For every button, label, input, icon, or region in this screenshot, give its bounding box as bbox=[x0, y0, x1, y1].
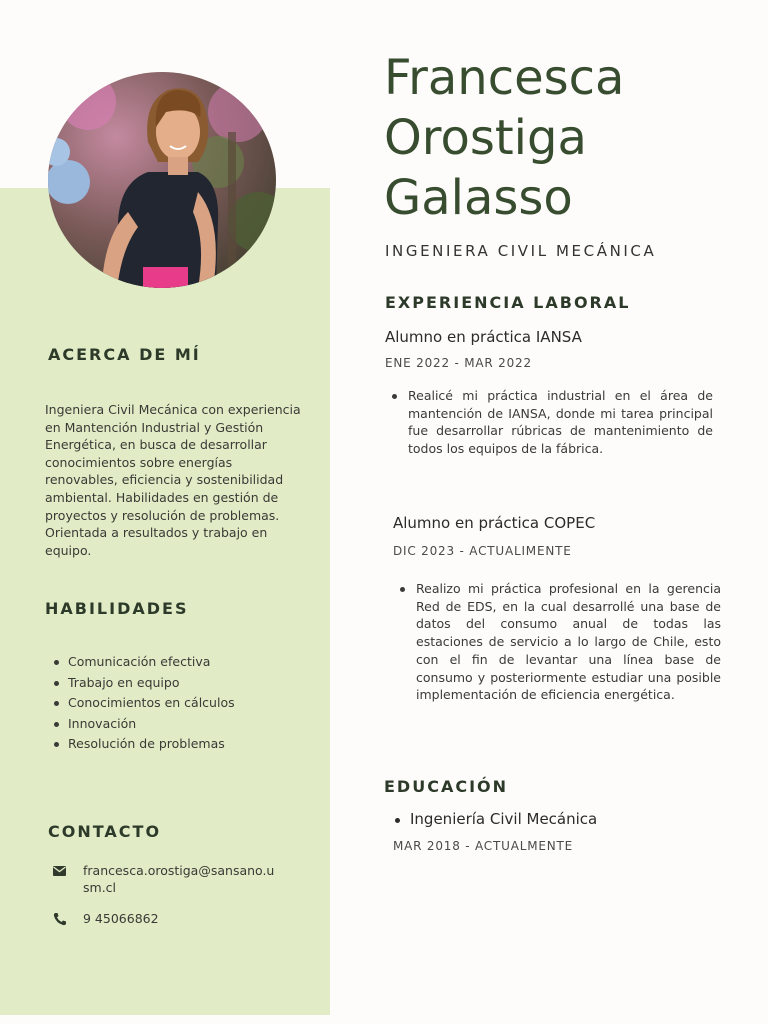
education-heading: EDUCACIÓN bbox=[384, 777, 509, 796]
job-role: INGENIERA CIVIL MECÁNICA bbox=[385, 242, 657, 260]
about-text: Ingeniera Civil Mecánica con experiencia en Mantención Industrial y Gestión Energética, en busca de desarrollar conocimientos sobre energías renovables, eficiencia y sostenibilidad ambiental. Habilidades en gestión de proyectos y resolución de problemas. Orientada a resultados y trabajo en equipo. bbox=[45, 402, 301, 558]
profile-photo bbox=[48, 72, 276, 288]
list-item: Innovación bbox=[52, 714, 235, 735]
education-degree: Ingeniería Civil Mecánica bbox=[394, 810, 597, 828]
name-line: Francesca bbox=[384, 50, 625, 106]
job-dates: DIC 2023 - ACTUALIMENTE bbox=[393, 544, 572, 558]
job-title: Alumno en práctica COPEC bbox=[393, 514, 596, 532]
job-title: Alumno en práctica IANSA bbox=[385, 328, 582, 346]
skills-list bbox=[52, 652, 235, 755]
list-item: Conocimientos en cálculos bbox=[52, 693, 235, 714]
name-line: Galasso bbox=[384, 170, 573, 226]
phone-icon bbox=[52, 911, 68, 927]
envelope-icon bbox=[52, 863, 68, 879]
contact-email-row bbox=[52, 862, 278, 896]
email-link[interactable]: francesca.orostiga@sansano.usm.cl bbox=[83, 863, 275, 895]
job-description: Realicé mi práctica industrial en el área de mantención de IANSA, donde mi tarea principal fue desarrollar rúbricas de mantenimiento de todos los equipos de la fábrica. bbox=[385, 387, 713, 458]
list-item: Resolución de problemas bbox=[52, 734, 235, 755]
job-dates: ENE 2022 - MAR 2022 bbox=[385, 356, 532, 370]
about-heading: ACERCA DE MÍ bbox=[48, 345, 201, 364]
education-dates: MAR 2018 - ACTUALMENTE bbox=[393, 839, 574, 853]
list-item: Comunicación efectiva bbox=[52, 652, 235, 673]
full-name bbox=[384, 48, 624, 228]
job-description: Realizo mi práctica profesional en la gerencia Red de EDS, en la cual desarrollé una base de datos del consumo anual de todas las estaciones de servicio a lo largo de Chile, esto con el fin de levantar una línea base de consumo y posteriormente estudiar una posible implementación de eficiencia energética. bbox=[393, 580, 721, 704]
skills-heading: HABILIDADES bbox=[45, 599, 189, 618]
contact-heading: CONTACTO bbox=[48, 822, 162, 841]
phone-number[interactable]: 9 45066862 bbox=[83, 911, 159, 926]
list-item: Trabajo en equipo bbox=[52, 673, 235, 694]
experience-heading: EXPERIENCIA LABORAL bbox=[385, 293, 631, 312]
contact-phone-row bbox=[52, 910, 278, 927]
name-line: Orostiga bbox=[384, 110, 587, 166]
portrait-image bbox=[48, 72, 276, 288]
